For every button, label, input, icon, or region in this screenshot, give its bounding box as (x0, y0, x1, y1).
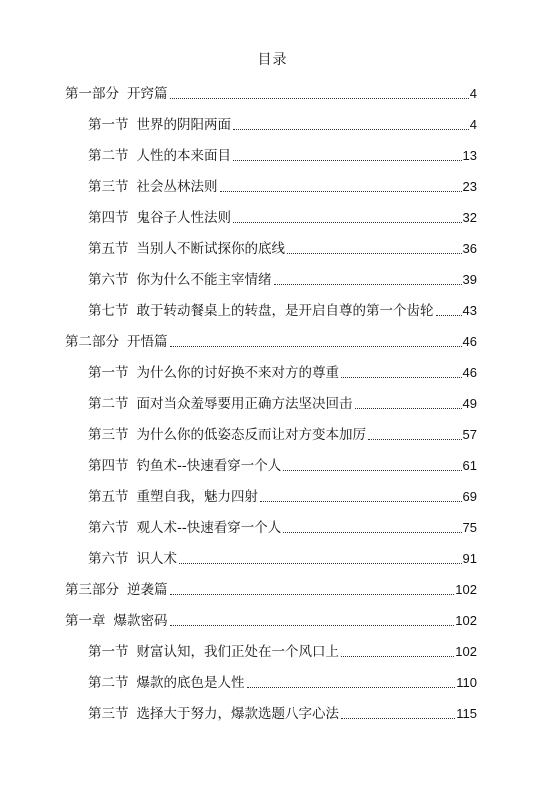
page-number: 23 (462, 179, 477, 194)
entry-label: 第三节 社会丛林法则 (88, 179, 218, 195)
entry-label: 第五节 重塑自我，魅力四射 (88, 489, 258, 505)
entry-label: 第六节 识人术 (88, 551, 177, 567)
toc-entry-part-2[interactable] (65, 332, 477, 352)
dot-leader (283, 532, 461, 533)
page-number: 102 (455, 613, 477, 628)
page-number: 49 (462, 396, 477, 411)
dot-leader (436, 315, 462, 316)
toc-entry-section[interactable] (88, 456, 477, 476)
entry-label: 第一部分 开窍篇 (65, 86, 168, 102)
entry-label: 第六节 你为什么不能主宰情绪 (88, 272, 272, 288)
page-number: 46 (462, 334, 477, 349)
dot-leader (170, 594, 455, 595)
page-number: 102 (455, 582, 477, 597)
entry-label: 第一节 财富认知，我们正处在一个风口上 (88, 644, 339, 660)
toc-entry-chapter-1[interactable] (65, 611, 477, 631)
page-number: 36 (462, 241, 477, 256)
toc-entry-section[interactable] (88, 239, 477, 259)
toc-entry-section[interactable] (88, 518, 477, 538)
dot-leader (355, 408, 462, 409)
toc-entry-section[interactable] (88, 642, 477, 662)
dot-leader (170, 625, 455, 626)
entry-label: 第三节 选择大于努力，爆款选题八字心法 (88, 706, 339, 722)
page-number: 13 (462, 148, 477, 163)
toc-entry-section[interactable] (88, 301, 477, 321)
toc-entry-part-1[interactable] (65, 84, 477, 104)
toc-entry-section[interactable] (88, 115, 477, 135)
dot-leader (233, 222, 462, 223)
entry-label: 第二部分 开悟篇 (65, 334, 168, 350)
toc-entry-section[interactable] (88, 549, 477, 569)
entry-label: 第一章 爆款密码 (65, 613, 168, 629)
dot-leader (247, 687, 456, 688)
entry-label: 第四节 鬼谷子人性法则 (88, 210, 231, 226)
page-number: 102 (455, 644, 477, 659)
entry-label: 第三部分 逆袭篇 (65, 582, 168, 598)
page-number: 46 (462, 365, 477, 380)
dot-leader (341, 377, 462, 378)
dot-leader (274, 284, 462, 285)
page-number: 110 (456, 675, 477, 690)
dot-leader (220, 191, 462, 192)
page-number: 4 (469, 86, 477, 101)
toc-entry-section[interactable] (88, 146, 477, 166)
page-number: 39 (462, 272, 477, 287)
dot-leader (283, 470, 461, 471)
dot-leader (341, 718, 455, 719)
entry-label: 第二节 面对当众羞辱要用正确方法坚决回击 (88, 396, 353, 412)
toc-entry-section[interactable] (88, 363, 477, 383)
dot-leader (170, 346, 462, 347)
toc-entry-section[interactable] (88, 208, 477, 228)
page-number: 57 (462, 427, 477, 442)
toc-entry-section[interactable] (88, 394, 477, 414)
entry-label: 第二节 人性的本来面目 (88, 148, 231, 164)
toc-entry-part-3[interactable] (65, 580, 477, 600)
dot-leader (233, 160, 462, 161)
dot-leader (179, 563, 462, 564)
page-number: 69 (462, 489, 477, 504)
toc-entry-section[interactable] (88, 487, 477, 507)
page-number: 43 (462, 303, 477, 318)
entry-label: 第三节 为什么你的低姿态反而让对方变本加厉 (88, 427, 366, 443)
entry-label: 第一节 为什么你的讨好换不来对方的尊重 (88, 365, 339, 381)
entry-label: 第五节 当别人不断试探你的底线 (88, 241, 285, 257)
page-number: 32 (462, 210, 477, 225)
toc-entry-section[interactable] (88, 425, 477, 445)
toc-entry-section[interactable] (88, 704, 477, 724)
entry-label: 第一节 世界的阴阳两面 (88, 117, 231, 133)
dot-leader (368, 439, 462, 440)
dot-leader (170, 98, 469, 99)
page-number: 115 (456, 706, 477, 721)
entry-label: 第七节 敢于转动餐桌上的转盘，是开启自尊的第一个齿轮 (88, 303, 434, 319)
dot-leader (233, 129, 469, 130)
entry-label: 第二节 爆款的底色是人性 (88, 675, 245, 691)
dot-leader (287, 253, 462, 254)
toc-title: 目录 (257, 52, 288, 68)
toc-entry-section[interactable] (88, 177, 477, 197)
page-number: 61 (462, 458, 477, 473)
toc-entry-section[interactable] (88, 673, 477, 693)
page-number: 4 (469, 117, 477, 132)
entry-label: 第四节 钓鱼术--快速看穿一个人 (88, 458, 282, 474)
page-number: 91 (462, 551, 477, 566)
page-number: 75 (462, 520, 477, 535)
dot-leader (260, 501, 462, 502)
entry-label: 第六节 观人术--快速看穿一个人 (88, 520, 282, 536)
toc-entry-section[interactable] (88, 270, 477, 290)
dot-leader (341, 656, 454, 657)
